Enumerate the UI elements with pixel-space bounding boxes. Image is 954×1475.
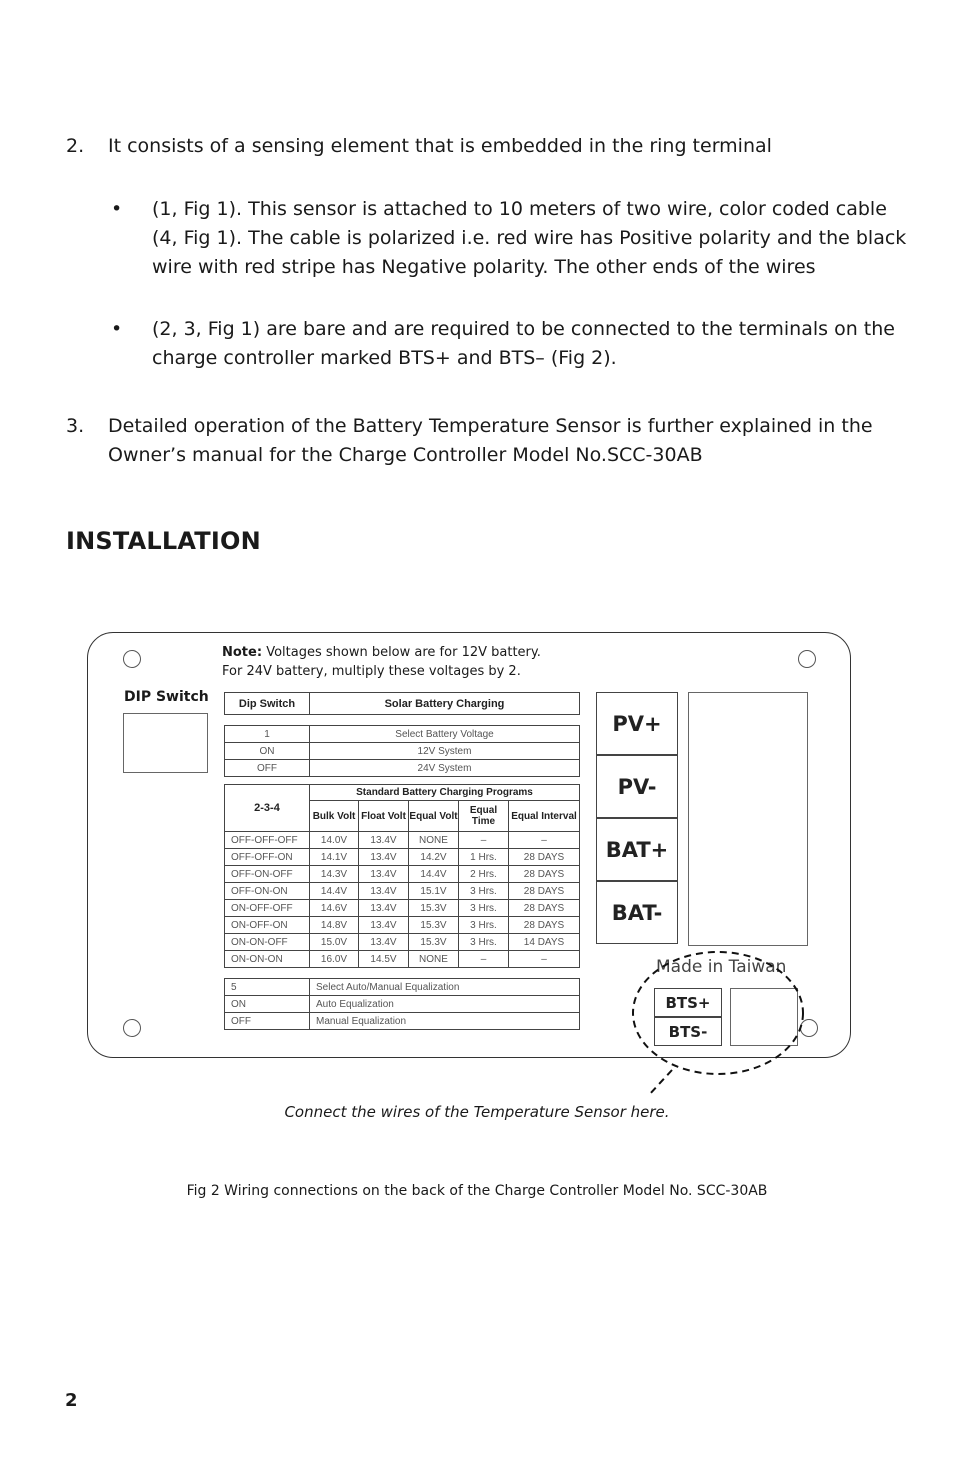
table-cell: 14.0V — [310, 832, 359, 849]
table-cell: 15.3V — [409, 917, 459, 934]
table-cell: 14.5V — [359, 951, 409, 968]
terminal-bat-plus: BAT+ — [596, 818, 678, 881]
table-cell: OFF — [225, 1013, 310, 1030]
section-heading: INSTALLATION — [66, 527, 261, 555]
table-cell: Select Auto/Manual Equalization — [310, 979, 580, 996]
column-header: Equal Volt — [409, 801, 459, 832]
table-cell: 13.4V — [359, 883, 409, 900]
table-cell: 1 — [225, 726, 310, 743]
table-cell: 24V System — [310, 760, 580, 777]
table-cell: 14.2V — [409, 849, 459, 866]
table-cell: OFF-ON-OFF — [225, 866, 310, 883]
programs-group-header: Standard Battery Charging Programs — [310, 785, 580, 801]
note-label: Note: — [222, 645, 263, 660]
table-cell: 15.3V — [409, 934, 459, 951]
table-cell: ON-ON-ON — [225, 951, 310, 968]
table-cell: 15.0V — [310, 934, 359, 951]
list-number-2: 2. — [66, 135, 85, 157]
column-header: Equal Interval — [509, 801, 580, 832]
figure-caption: Fig 2 Wiring connections on the back of the Charge Controller Model No. SCC-30AB — [186, 1183, 768, 1199]
table-cell: 28 DAYS — [509, 917, 580, 934]
bullet-mark: • — [111, 318, 123, 340]
table-cell: 3 Hrs. — [459, 900, 509, 917]
list-item-2-text: It consists of a sensing element that is embedded in the ring terminal — [108, 135, 772, 157]
table-cell: NONE — [409, 832, 459, 849]
bullet-mark: • — [111, 198, 123, 220]
table-cell: 28 DAYS — [509, 866, 580, 883]
column-header: Bulk Volt — [310, 801, 359, 832]
table-cell: ON-OFF-OFF — [225, 900, 310, 917]
solar-battery-charging-header: Solar Battery Charging — [310, 693, 580, 715]
table-cell: 13.4V — [359, 832, 409, 849]
list-number-3: 3. — [66, 415, 85, 437]
table-cell: 28 DAYS — [509, 883, 580, 900]
table-cell: – — [459, 832, 509, 849]
table-cell: 14.3V — [310, 866, 359, 883]
table-cell: 28 DAYS — [509, 849, 580, 866]
table-cell: 14 DAYS — [509, 934, 580, 951]
column-header: Equal Time — [459, 801, 509, 832]
note-line-1: Voltages shown below are for 12V battery. — [266, 645, 541, 660]
table-cell: 3 Hrs. — [459, 934, 509, 951]
connect-note: Connect the wires of the Temperature Sensor here. — [284, 1103, 670, 1121]
table-cell: 13.4V — [359, 900, 409, 917]
column-header: Float Volt — [359, 801, 409, 832]
dip-switch-title: DIP Switch — [124, 689, 209, 705]
bullet-text-2: (2, 3, Fig 1) are bare and are required to be connected to the terminals on the charge controller marked BTS+ and BTS– (Fig 2). — [152, 318, 895, 369]
table-cell: 14.1V — [310, 849, 359, 866]
table-cell: – — [509, 832, 580, 849]
table-cell: 15.3V — [409, 900, 459, 917]
table-cell: 12V System — [310, 743, 580, 760]
made-in-label: Made in Taiwan — [656, 957, 787, 977]
table-cell: 5 — [225, 979, 310, 996]
switch-corner-header: 2-3-4 — [225, 785, 310, 832]
note-line-2: For 24V battery, multiply these voltages by 2. — [222, 664, 521, 679]
table-cell: 1 Hrs. — [459, 849, 509, 866]
table-cell: – — [459, 951, 509, 968]
terminal-bts-plus: BTS+ — [654, 988, 722, 1017]
table-cell: – — [509, 951, 580, 968]
table-cell: Select Battery Voltage — [310, 726, 580, 743]
table-cell: 14.6V — [310, 900, 359, 917]
table-cell: 13.4V — [359, 849, 409, 866]
table-cell: ON — [225, 743, 310, 760]
table-cell: 13.4V — [359, 866, 409, 883]
table-cell: OFF-OFF-OFF — [225, 832, 310, 849]
table-cell: 3 Hrs. — [459, 883, 509, 900]
page-number: 2 — [65, 1390, 78, 1411]
list-item-3-text: Detailed operation of the Battery Temperature Sensor is further explained in the Owner’s manual for the Charge Controller Model No.SCC-30AB — [108, 415, 873, 466]
table-cell: OFF — [225, 760, 310, 777]
terminal-pv-minus: PV- — [596, 755, 678, 818]
table-cell: ON — [225, 996, 310, 1013]
table-cell: 2 Hrs. — [459, 866, 509, 883]
table-cell: OFF-OFF-ON — [225, 849, 310, 866]
bullet-text-1: (1, Fig 1). This sensor is attached to 10 meters of two wire, color coded cable (4, Fig 1). The cable is polarized i.e. red wire has Positive polarity and the black wire with red stripe has Negative polarity. The other ends of the wires — [152, 198, 907, 278]
terminal-bts-minus: BTS- — [654, 1017, 722, 1046]
table-cell: Manual Equalization — [310, 1013, 580, 1030]
table-cell: Auto Equalization — [310, 996, 580, 1013]
table-cell: NONE — [409, 951, 459, 968]
table-cell: 16.0V — [310, 951, 359, 968]
table-cell: 14.8V — [310, 917, 359, 934]
table-cell: 15.1V — [409, 883, 459, 900]
table-cell: ON-ON-OFF — [225, 934, 310, 951]
table-cell: 28 DAYS — [509, 900, 580, 917]
table-cell: OFF-ON-ON — [225, 883, 310, 900]
table-cell: 14.4V — [310, 883, 359, 900]
table-cell: 13.4V — [359, 934, 409, 951]
dip-switch-header: Dip Switch — [225, 693, 310, 715]
table-cell: ON-OFF-ON — [225, 917, 310, 934]
table-cell: 3 Hrs. — [459, 917, 509, 934]
table-cell: 14.4V — [409, 866, 459, 883]
terminal-pv-plus: PV+ — [596, 692, 678, 755]
table-cell: 13.4V — [359, 917, 409, 934]
terminal-bat-minus: BAT- — [596, 881, 678, 944]
